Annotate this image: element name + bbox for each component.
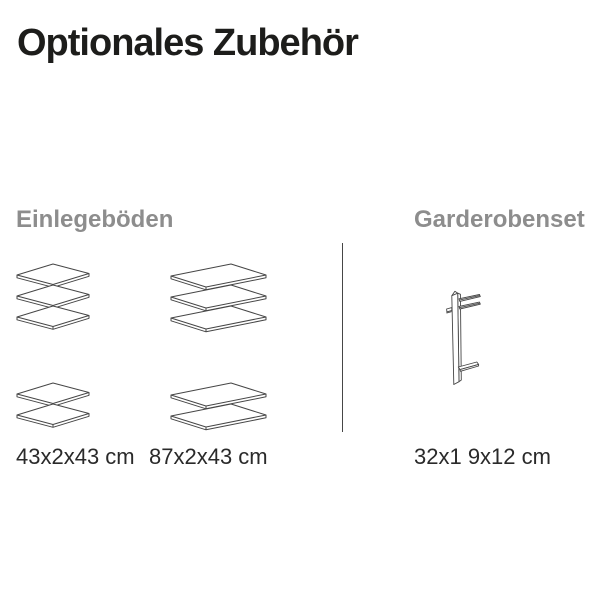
page-title: Optionales Zubehör — [17, 22, 358, 64]
coat-rack-hook-knob — [447, 308, 452, 312]
shelf-stack-43-triple-drawing — [16, 263, 90, 330]
dimension-label-43x2x43: 43x2x43 cm — [16, 444, 135, 469]
shelf-stack-87-triple-drawing — [170, 263, 267, 333]
coat-rack-drawing — [440, 288, 490, 388]
section-heading-garderobenset: Garderobenset — [414, 206, 585, 233]
coat-rack-svg — [440, 288, 490, 388]
dimension-label-garderobenset: 32x1 9x12 cm — [414, 444, 551, 469]
shelf-stack-43-double-drawing — [16, 382, 90, 428]
section-divider — [342, 243, 343, 432]
shelf-stack-87-double-drawing — [170, 382, 267, 431]
coat-rack-panel-front — [452, 293, 459, 384]
section-heading-einlegeboeden: Einlegeböden — [16, 206, 174, 233]
dimension-label-87x2x43: 87x2x43 cm — [149, 444, 268, 469]
